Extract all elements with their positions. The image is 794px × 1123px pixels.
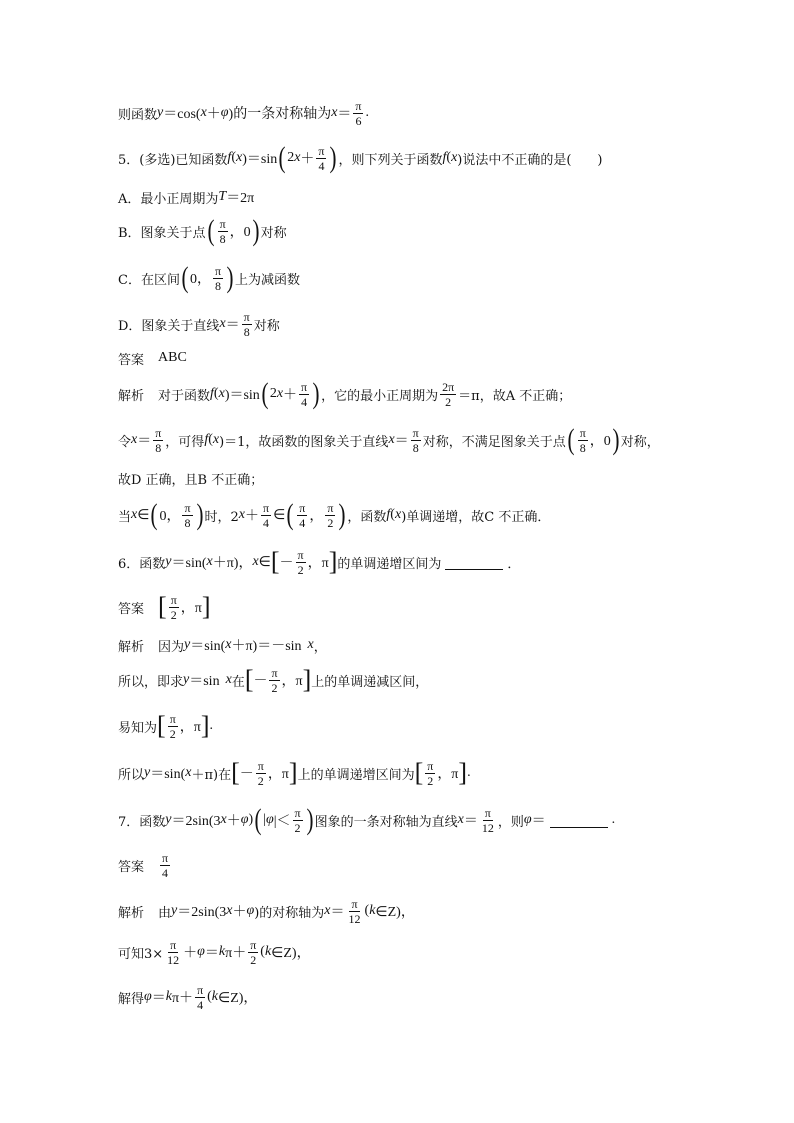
math-var: φ — [197, 944, 205, 959]
solution-5-line — [118, 425, 660, 455]
text: 由 — [158, 905, 172, 921]
text: D．图象关于直线 — [118, 318, 220, 334]
math-var: φ — [240, 812, 249, 827]
fraction: $\frac{\pi}{4}$ — [318, 143, 325, 173]
text: 6．函数 — [118, 556, 166, 572]
text: 上的单调递增区间为 — [297, 767, 415, 783]
answer-7 — [118, 850, 172, 880]
math-text: ＝ — [337, 107, 352, 122]
right-paren: ) — [612, 423, 620, 456]
math-text: ＝ — [151, 991, 166, 1006]
answer-5 — [118, 343, 187, 373]
math-text: ＝sin( — [190, 639, 226, 654]
math-text: 2 — [287, 150, 295, 165]
math-text: ) — [248, 812, 254, 827]
math-var: k — [211, 989, 219, 1004]
math-text: ∈ — [137, 507, 150, 523]
text: ，函数 — [347, 509, 387, 525]
math-text: ，π — [437, 767, 459, 782]
math-var: x — [185, 765, 192, 780]
question-5 — [118, 143, 603, 173]
text: )的一条对称轴为 — [228, 107, 332, 122]
math-text: ＝ — [394, 434, 409, 449]
fraction: $\frac{\pi}{12}$ — [481, 805, 494, 835]
fraction: $\frac{\pi}{8}$ — [155, 425, 162, 455]
solution-7-line — [118, 937, 311, 967]
text: 对称 — [260, 225, 287, 241]
text: )说法中不正确的是( ) — [457, 152, 603, 168]
fraction: $\frac{\pi}{8}$ — [412, 425, 419, 455]
math-var: x — [451, 150, 458, 165]
math-var: x — [219, 316, 226, 331]
solution-6-line — [118, 665, 428, 695]
math-text: . — [209, 718, 213, 733]
math-text: ，π — [267, 767, 289, 782]
math-text: ( — [213, 386, 219, 401]
fraction: $\frac{\pi}{8}$ — [243, 309, 250, 339]
math-text: ＝ — [531, 814, 546, 829]
math-var: x — [331, 105, 338, 120]
solution-label: 解析 — [118, 388, 145, 404]
left-paren: ( — [261, 377, 269, 410]
math-var: x — [131, 507, 138, 522]
text: )＝1，故函数的图象关于直线 — [219, 434, 389, 450]
math-var: k — [264, 944, 272, 959]
math-text: |＜ — [273, 814, 291, 829]
math-text: ＝2sin(3 — [171, 814, 221, 829]
math-var: T — [218, 189, 227, 204]
text: 图象的一条对称轴为直线 — [314, 814, 458, 830]
math-text: ∈ — [258, 554, 271, 570]
math-text: ，π — [179, 720, 201, 735]
text: 所以 — [118, 767, 145, 783]
fraction: $\frac{\pi}{4}$ — [162, 850, 169, 880]
fraction: $\frac{\pi}{2}$ — [170, 592, 177, 622]
math-var: f — [386, 507, 391, 522]
fraction: $\frac{\pi}{2}$ — [327, 500, 334, 530]
math-text: π＋ — [171, 991, 194, 1006]
math-text: . — [611, 812, 616, 827]
math-text: ＝ — [137, 434, 152, 449]
text: ＝π，故A 不正确； — [458, 388, 572, 404]
text: 因为 — [158, 639, 185, 655]
text: 所以，即求 — [118, 674, 184, 690]
math-text: ， — [309, 509, 324, 524]
text: 时，2 — [204, 509, 239, 525]
right-paren: ) — [306, 803, 314, 836]
fraction: $\frac{\pi}{4}$ — [197, 982, 204, 1012]
fraction: $\frac{\pi}{8}$ — [579, 425, 586, 455]
math-text: ＝sin( — [171, 556, 207, 571]
math-text: ＝ — [204, 946, 219, 961]
math-text: ∈ — [273, 507, 286, 523]
math-text: ( — [390, 507, 395, 522]
text: ． — [507, 556, 521, 572]
math-text: ＋ — [183, 946, 198, 961]
text: 5．(多选)已知函数 — [118, 152, 228, 168]
math-text: ＝cos( — [163, 107, 201, 122]
math-text: ( — [260, 944, 265, 959]
math-var: x — [388, 432, 395, 447]
math-var: x — [218, 386, 225, 401]
math-text: ＝ — [463, 814, 478, 829]
fraction: $\frac{\pi}{2}$ — [271, 665, 278, 695]
math-var: x — [394, 507, 402, 522]
math-var: x — [307, 637, 314, 652]
math-text: ( — [364, 903, 370, 918]
math-text: ，π — [281, 674, 303, 689]
math-text: － — [253, 674, 268, 689]
text: 对于函数 — [158, 388, 211, 404]
solution-5-line — [118, 500, 550, 530]
math-text: ，π — [307, 556, 329, 571]
left-paren: ( — [150, 498, 158, 531]
math-text: ，π — [180, 601, 202, 616]
right-bracket: ] — [458, 758, 468, 787]
solution-5-line — [118, 463, 263, 493]
fraction: $\frac{\pi}{2}$ — [297, 547, 304, 577]
math-var: φ — [220, 105, 229, 120]
answer-label: 答案 — [118, 601, 145, 617]
math-text: ( — [207, 989, 212, 1004]
right-paren: ) — [196, 498, 203, 531]
fraction: $\frac{\pi}{2}$ — [427, 758, 434, 788]
text: B．图象关于点 — [118, 225, 206, 241]
math-var: x — [131, 432, 138, 447]
math-var: y — [165, 554, 172, 569]
math-text: － — [239, 767, 254, 782]
math-var: y — [184, 637, 191, 652]
text: 的单调递增区间为 — [337, 556, 442, 572]
math-var: x — [225, 637, 232, 652]
option-d — [118, 309, 280, 339]
math-text: ，0 — [589, 434, 611, 449]
text: 对称， — [620, 434, 660, 450]
question-7 — [118, 805, 615, 835]
text: ，它的最小正周期为 — [321, 388, 439, 404]
math-var: x — [200, 105, 207, 120]
right-paren: ) — [226, 261, 234, 294]
math-text: π＋ — [225, 946, 247, 961]
solution-6-line — [118, 711, 213, 741]
right-paren: ) — [252, 214, 260, 247]
math-text: ＝ — [330, 905, 345, 920]
left-bracket: [ — [414, 758, 424, 787]
math-var: f — [442, 150, 447, 165]
text: ＋π)在 — [191, 767, 232, 783]
fraction: $\frac{2\pi}{2}$ — [442, 379, 455, 409]
fraction: $\frac{\pi}{12}$ — [348, 896, 361, 926]
right-paren: ) — [312, 377, 320, 410]
solution-5-line — [118, 379, 571, 409]
text: 上的单调递减区间， — [311, 674, 429, 690]
math-var: y — [171, 903, 178, 918]
answer-blank — [550, 813, 608, 828]
text: 在 — [231, 674, 245, 690]
math-var: x — [324, 903, 331, 918]
answer-6 — [118, 592, 211, 622]
right-bracket: ] — [302, 665, 312, 694]
answer-blank — [445, 555, 503, 570]
text: 易知为 — [118, 720, 158, 736]
math-text: ＝sin — [189, 674, 220, 689]
option-a — [118, 182, 254, 212]
left-paren: ( — [181, 261, 189, 294]
math-text: ＝sin( — [150, 767, 186, 782]
math-var: f — [210, 386, 214, 401]
fraction: $\frac{\pi}{8}$ — [219, 216, 226, 246]
text: 解得 — [118, 991, 145, 1007]
math-text: ( — [446, 150, 452, 165]
math-text: ＋ — [283, 388, 298, 403]
text: C．在区间 — [118, 272, 180, 288]
fraction: $\frac{\pi}{6}$ — [355, 98, 362, 128]
left-bracket: [ — [158, 592, 167, 621]
left-paren: ( — [286, 498, 294, 531]
text: )的对称轴为 — [254, 905, 325, 921]
math-var: φ — [265, 812, 274, 827]
fraction: $\frac{\pi}{2}$ — [294, 805, 301, 835]
math-var: f — [227, 150, 232, 165]
text: A．最小正周期为 — [118, 191, 219, 207]
math-text: 0， — [189, 272, 211, 287]
math-text: ∈Z)， — [375, 905, 415, 920]
solution-6-line — [118, 630, 327, 660]
math-var: x — [457, 812, 464, 827]
left-paren: ( — [567, 423, 575, 456]
math-var: y — [165, 812, 172, 827]
math-text: )＝sin — [242, 152, 278, 167]
left-paren: ( — [207, 214, 215, 247]
math-var: k — [165, 989, 172, 1004]
fraction: $\frac{\pi}{2}$ — [250, 937, 257, 967]
math-var: x — [294, 150, 301, 165]
math-var: x — [206, 554, 213, 569]
math-text: )＝sin — [224, 388, 260, 403]
text: ，可得 — [165, 434, 205, 450]
math-text: ＝ — [225, 318, 240, 333]
left-bracket: [ — [231, 758, 240, 787]
text: 当 — [118, 509, 132, 525]
math-var: y — [157, 105, 164, 120]
solution-label: 解析 — [118, 905, 145, 921]
answer-value: ABC — [158, 350, 187, 365]
math-text: ，0 — [229, 225, 251, 240]
text: ，则 — [497, 814, 524, 830]
fraction: $\frac{\pi}{4}$ — [299, 500, 306, 530]
math-var: x — [276, 386, 284, 401]
math-text: ＋ — [206, 107, 221, 122]
math-var: k — [369, 903, 376, 918]
fraction: $\frac{\pi}{4}$ — [301, 379, 308, 409]
math-text: ＋ — [232, 905, 247, 920]
text: 令 — [118, 434, 132, 450]
question-6 — [118, 547, 520, 577]
option-c — [118, 263, 300, 293]
text: 7．函数 — [118, 814, 166, 830]
fraction: $\frac{\pi}{2}$ — [257, 758, 264, 788]
left-paren: ( — [278, 141, 286, 174]
math-text: . — [467, 765, 471, 780]
math-text: | — [263, 812, 266, 827]
math-var: x — [225, 672, 232, 687]
math-text: . — [365, 105, 369, 120]
math-var: x — [220, 812, 227, 827]
solution-7-line — [118, 982, 257, 1012]
fraction: $\frac{\pi}{12}$ — [167, 937, 180, 967]
math-var: k — [218, 944, 226, 959]
text: ， — [313, 639, 327, 655]
math-text: － — [279, 556, 294, 571]
text: 故D 正确，且B 不正确； — [118, 472, 264, 488]
math-var: y — [144, 765, 151, 780]
math-var: x — [238, 507, 245, 522]
math-var: f — [204, 432, 209, 447]
text: ，则下列关于函数 — [338, 152, 443, 168]
text: 对称 — [253, 318, 280, 334]
right-bracket: ] — [328, 547, 338, 576]
math-text: ＝2sin(3 — [177, 905, 227, 920]
text: )单调递增，故C 不正确． — [401, 509, 551, 525]
right-bracket: ] — [200, 711, 210, 740]
math-text: ＋ — [300, 152, 315, 167]
math-text: ( — [208, 432, 213, 447]
answer-label: 答案 — [118, 352, 145, 368]
text-line — [118, 98, 369, 128]
math-text: ＋ — [226, 814, 241, 829]
left-bracket: [ — [244, 665, 254, 694]
option-b — [118, 216, 287, 246]
left-bracket: [ — [270, 547, 280, 576]
fraction: $\frac{\pi}{8}$ — [184, 500, 191, 530]
solution-7-line — [118, 896, 415, 926]
math-text: ∈Z)， — [218, 991, 258, 1006]
math-text: 2 — [269, 386, 277, 401]
right-bracket: ] — [201, 592, 211, 621]
text: 上为减函数 — [235, 272, 301, 288]
text: 对称，不满足图象关于点 — [422, 434, 566, 450]
fraction: $\frac{\pi}{4}$ — [263, 500, 270, 530]
solution-label: 解析 — [118, 639, 145, 655]
answer-label: 答案 — [118, 859, 145, 875]
fraction: $\frac{\pi}{8}$ — [214, 263, 222, 293]
right-paren: ) — [338, 498, 346, 531]
math-text: ＋ — [245, 509, 259, 524]
math-text: ( — [231, 150, 236, 165]
fraction: $\frac{\pi}{2}$ — [169, 711, 176, 741]
math-var: x — [226, 903, 233, 918]
math-text: ＋π)＝－sin — [231, 639, 302, 654]
math-var: φ — [144, 989, 152, 1004]
left-bracket: [ — [157, 711, 166, 740]
math-text: ∈Z)， — [271, 946, 311, 961]
right-paren: ) — [329, 141, 337, 174]
math-var: x — [252, 554, 259, 569]
text: 可知3× — [118, 946, 164, 962]
left-paren: ( — [254, 803, 262, 836]
math-var: x — [212, 432, 220, 447]
math-var: x — [235, 150, 243, 165]
math-text: ＋π)， — [212, 556, 253, 571]
text: 则函数 — [118, 107, 158, 123]
math-var: φ — [523, 812, 532, 827]
right-bracket: ] — [288, 758, 298, 787]
solution-6-line — [118, 758, 471, 788]
math-text: 0， — [159, 509, 181, 524]
math-text: ＝2π — [226, 191, 255, 206]
math-var: y — [183, 672, 190, 687]
math-var: φ — [246, 903, 255, 918]
